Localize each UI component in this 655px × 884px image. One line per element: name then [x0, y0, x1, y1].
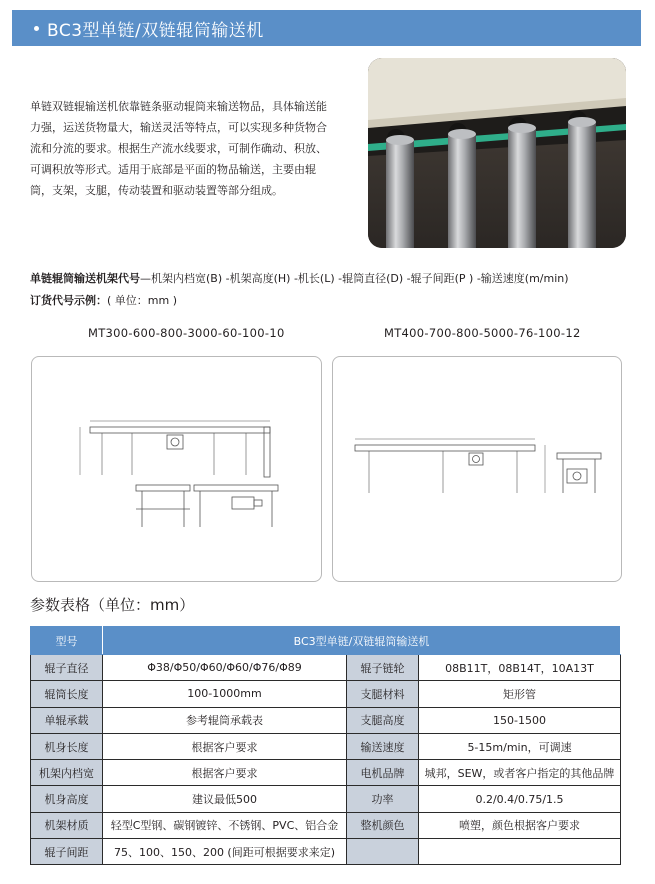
table-cell: 08B11T，08B14T，10A13T: [419, 655, 621, 681]
table-cell: 电机品牌: [347, 760, 419, 786]
table-cell: 轻型C型钢、碳钢镀锌、不锈钢、PVC、铝合金: [103, 812, 347, 838]
table-cell: 机架材质: [31, 812, 103, 838]
table-row: [31, 655, 621, 681]
table-cell: 整机颜色: [347, 812, 419, 838]
roller-conveyor-photo: [368, 58, 626, 248]
table-cell: 0.2/0.4/0.75/1.5: [419, 786, 621, 812]
table-cell: 支腿高度: [347, 707, 419, 733]
table-cell: 根据客户要求: [103, 760, 347, 786]
table-row: [31, 733, 621, 759]
conveyor-drawing-right: [333, 357, 621, 581]
conveyor-drawing-left: [32, 357, 321, 581]
product-photo: [368, 58, 626, 248]
order-code-unit: ( 单位：mm ): [107, 294, 178, 307]
intro-line: 可调积放等形式。适用于底部是平面的物品输送，主要由辊: [30, 163, 316, 176]
table-cell: 喷塑，颜色根据客户要求: [419, 812, 621, 838]
table-cell: 输送速度: [347, 733, 419, 759]
table-cell: 机身高度: [31, 786, 103, 812]
table-cell: 参考辊筒承载表: [103, 707, 347, 733]
table-header-model-value: BC3型单链/双链辊筒输送机: [103, 627, 621, 655]
frame-code-text: —机架内档宽(B) -机架高度(H) -机长(L) -辊筒直径(D) -辊子间距(P ) -输送速度(m/min): [140, 272, 569, 285]
section-title-bar: [12, 10, 641, 46]
table-cell: 辊子链轮: [347, 655, 419, 681]
example-code-1: MT300-600-800-3000-60-100-10: [88, 326, 285, 340]
table-cell: 辊筒长度: [31, 681, 103, 707]
table-cell: Φ38/Φ50/Φ60/Φ60/Φ76/Φ89: [103, 655, 347, 681]
intro-line: 流和分流的要求。根据生产流水线要求，可制作确动、积放、: [30, 142, 327, 155]
intro-paragraph: [30, 96, 360, 201]
table-cell: 根据客户要求: [103, 733, 347, 759]
intro-line: 筒，支架，支腿，传动装置和驱动装置等部分组成。: [30, 184, 283, 197]
table-row: [31, 707, 621, 733]
table-cell: 机身长度: [31, 733, 103, 759]
table-cell: 150-1500: [419, 707, 621, 733]
table-header-row: [31, 627, 621, 655]
table-cell: 矩形管: [419, 681, 621, 707]
order-code-line: [30, 292, 177, 308]
table-row: [31, 839, 621, 865]
table-cell: 功率: [347, 786, 419, 812]
table-cell: 支腿材料: [347, 681, 419, 707]
table-cell: 辊子直径: [31, 655, 103, 681]
table-row: [31, 786, 621, 812]
table-cell: 单辊承载: [31, 707, 103, 733]
table-cell: 建议最低500: [103, 786, 347, 812]
table-cell: 城邦，SEW，或者客户指定的其他品牌: [419, 760, 621, 786]
table-header-model-label: 型号: [31, 627, 103, 655]
drawing-box-left: [31, 356, 322, 582]
table-cell: [347, 839, 419, 865]
order-code-label: 订货代号示例：: [30, 294, 107, 307]
frame-code-label: 单链辊筒输送机架代号: [30, 272, 140, 285]
table-cell: 5-15m/min，可调速: [419, 733, 621, 759]
frame-code-line: [30, 270, 569, 286]
table-row: [31, 812, 621, 838]
bullet-icon: [34, 26, 39, 31]
intro-line: 单链双链辊输送机依靠链条驱动辊筒来输送物品，具体输送能: [30, 100, 327, 113]
table-row: [31, 681, 621, 707]
table-cell: 辊子间距: [31, 839, 103, 865]
spec-table: [30, 626, 621, 865]
intro-line: 力强，运送货物量大，输送灵活等特点，可以实现多种货物合: [30, 121, 327, 134]
example-code-2: MT400-700-800-5000-76-100-12: [384, 326, 581, 340]
table-cell: 机架内档宽: [31, 760, 103, 786]
table-cell: 75、100、150、200 (间距可根据要求来定): [103, 839, 347, 865]
table-row: [31, 760, 621, 786]
table-cell: [419, 839, 621, 865]
table-cell: 100-1000mm: [103, 681, 347, 707]
drawing-box-right: [332, 356, 622, 582]
page-title: BC3型单链/双链辊筒输送机: [47, 20, 264, 41]
params-title: 参数表格（单位：mm）: [30, 596, 195, 614]
